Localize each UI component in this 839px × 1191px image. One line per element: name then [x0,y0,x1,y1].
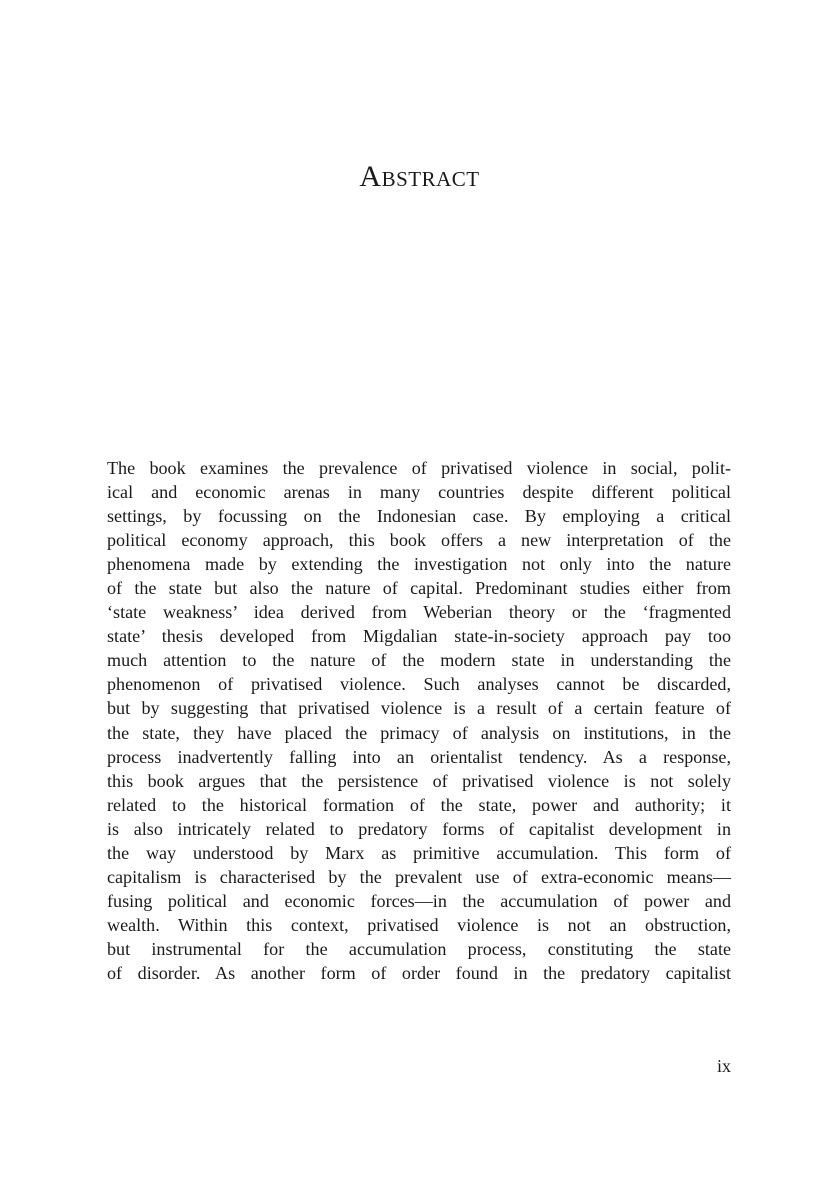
text-line: this book argues that the persistence of privatised violence is not solely [107,770,731,791]
text-line: The book examines the prevalence of privatised violence in social, polit- [107,458,731,478]
text-line: political economy approach, this book offers a new interpretation of the [107,530,731,551]
text-line: phenomenon of privatised violence. Such analyses cannot be discarded, [107,674,731,695]
abstract-paragraph [107,456,731,985]
text-line: the way understood by Marx as primitive accumulation. This form of [107,842,731,863]
text-line: fusing political and economic forces—in the accumulation of power and [107,890,731,911]
page-number: ix [716,1056,731,1076]
page-title: Abstract [359,160,480,193]
text-line: but instrumental for the accumulation process, constituting the state [107,938,731,959]
text-line: settings, by focussing on the Indonesian case. By employing a critical [107,506,731,527]
text-line: ical and economic arenas in many countries despite different political [107,482,731,503]
text-line: wealth. Within this context, privatised violence is not an obstruction, [107,914,731,935]
text-line: process inadvertently falling into an orientalist tendency. As a response, [107,746,731,767]
text-line: the state, they have placed the primacy of analysis on institutions, in the [107,722,731,743]
text-line: related to the historical formation of the state, power and authority; it [107,794,731,815]
text-line: but by suggesting that privatised violence is a result of a certain feature of [107,698,731,719]
text-line: is also intricately related to predatory forms of capitalist development in [107,818,731,839]
text-line: state’ thesis developed from Migdalian state-in-society approach pay too [107,626,731,647]
text-line: much attention to the nature of the modern state in understanding the [107,650,731,671]
text-line: phenomena made by extending the investigation not only into the nature [107,554,731,575]
text-line: capitalism is characterised by the prevalent use of extra-economic means— [107,866,731,887]
text-line: of the state but also the nature of capital. Predominant studies either from [107,578,731,599]
text-line: ‘state weakness’ idea derived from Weberian theory or the ‘fragmented [107,602,731,623]
text-line: of disorder. As another form of order found in the predatory capitalist [107,962,731,983]
